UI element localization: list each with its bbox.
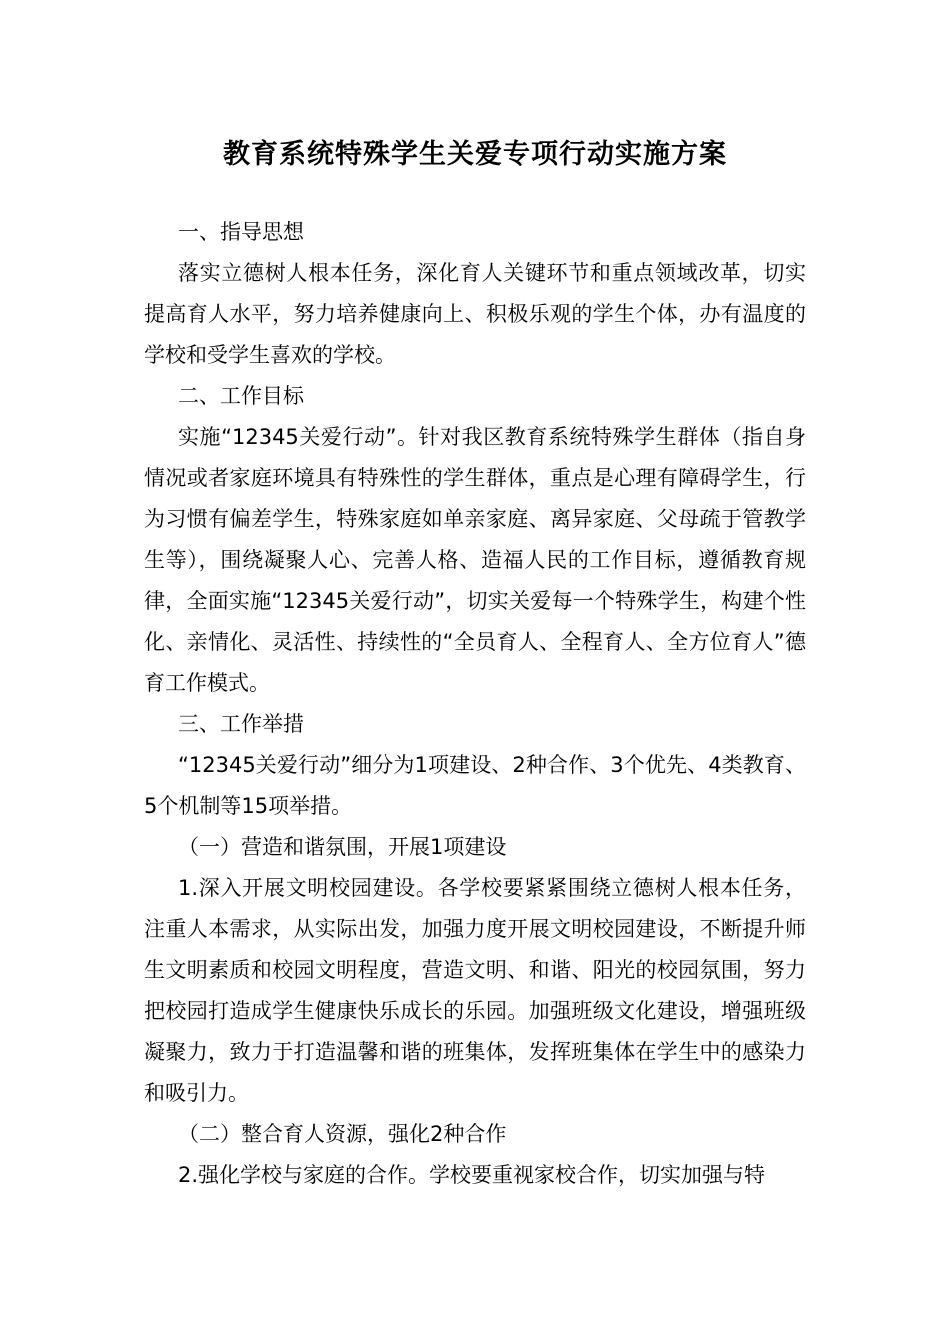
paragraph-item-2: 2.强化学校与家庭的合作。学校要重视家校合作，切实加强与特 — [178, 1163, 766, 1187]
subsection-heading-2: （二）整合育人资源，强化2种合作 — [178, 1122, 507, 1146]
section-heading-work-goals: 二、工作目标 — [178, 384, 304, 408]
paragraph-work-measures: “12345关爱行动”细分为1项建设、2种合作、3个优先、4类教育、5个机制等15项举措。 — [144, 753, 806, 818]
paragraph-guiding-ideology: 落实立德树人根本任务，深化育人关键环节和重点领域改革，切实提高育人水平，努力培养健康向上、积极乐观的学生个体，办有温度的学校和受学生喜欢的学校。 — [144, 261, 806, 367]
document-title: 教育系统特殊学生关爱专项行动实施方案 — [223, 139, 727, 170]
paragraph-work-goals: 实施“12345关爱行动”。针对我区教育系统特殊学生群体（指自身情况或者家庭环境具有特殊性的学生群体，重点是心理有障碍学生，行为习惯有偏差学生，特殊家庭如单亲家庭、离异家庭、父母疏于管教学生等），围绕凝聚人心、完善人格、造福人民的工作目标，遵循教育规律，全面实施“12345关爱行动”，切实关爱每一个特殊学生，构建个性化、亲情化、灵活性、持续性的“全员育人、全程育人、全方位育人”德育工作模式。 — [144, 425, 806, 695]
section-heading-guiding-ideology: 一、指导思想 — [178, 220, 304, 244]
paragraph-item-1: 1.深入开展文明校园建设。各学校要紧紧围绕立德树人根本任务，注重人本需求，从实际出发，加强力度开展文明校园建设，不断提升师生文明素质和校园文明程度，营造文明、和谐、阳光的校园氛围，努力把校园打造成学生健康快乐成长的乐园。加强班级文化建设，增强班级凝聚力，致力于打造温馨和谐的班集体，发挥班集体在学生中的感染力和吸引力。 — [144, 876, 806, 1105]
section-heading-work-measures: 三、工作举措 — [178, 712, 304, 736]
subsection-heading-1: （一）营造和谐氛围，开展1项建设 — [178, 835, 507, 859]
document-body — [144, 212, 806, 1196]
